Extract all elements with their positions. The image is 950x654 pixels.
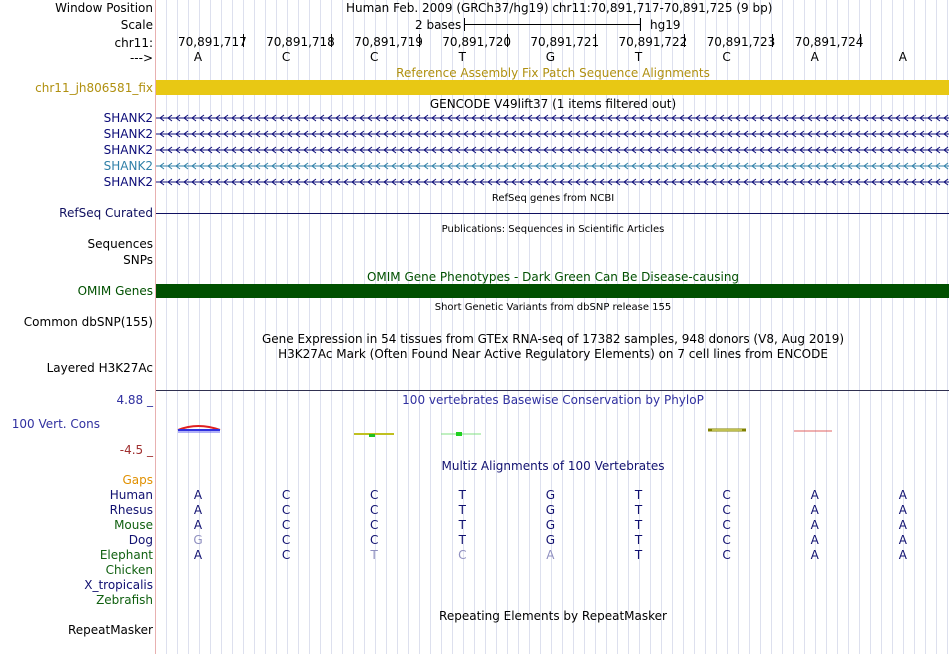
reference-base[interactable]: T xyxy=(458,50,466,64)
multiz-base: A xyxy=(810,518,819,532)
ruler-position: 70,891,719 xyxy=(354,35,423,49)
reference-base[interactable]: G xyxy=(545,50,556,64)
fix-patch-title: Reference Assembly Fix Patch Sequence Alignments xyxy=(396,66,710,80)
gencode-gene-label[interactable]: SHANK2 xyxy=(103,143,153,157)
multiz-base: C xyxy=(281,518,291,532)
scale-label: Scale xyxy=(120,18,153,32)
multiz-base: A xyxy=(193,488,203,502)
gencode-gene-feature[interactable] xyxy=(156,127,949,141)
multiz-base: C xyxy=(281,488,291,502)
multiz-base: T xyxy=(634,533,643,547)
gtex-title: Gene Expression in 54 tissues from GTEx RNA-seq of 17382 samples, 948 donors (V8, Aug 2019) xyxy=(261,332,845,346)
reference-base[interactable]: A xyxy=(193,50,203,64)
publications-sequences-label[interactable]: Sequences xyxy=(87,237,153,251)
ruler-position: 70,891,720 xyxy=(442,35,512,49)
phylop-title: 100 vertebrates Basewise Conservation by PhyloP xyxy=(402,393,704,407)
phylop-max: 4.88 _ xyxy=(116,393,153,407)
ruler-position: 70,891,721 xyxy=(530,35,600,49)
multiz-base: A xyxy=(810,503,819,517)
multiz-base: G xyxy=(545,533,556,547)
multiz-species-label[interactable]: Elephant xyxy=(99,548,153,562)
multiz-base: C xyxy=(722,518,731,532)
multiz-base: A xyxy=(193,503,203,517)
gencode-gene-label[interactable]: SHANK2 xyxy=(103,159,153,173)
multiz-base: C xyxy=(722,488,731,502)
ruler-position: 70,891,723 xyxy=(706,35,776,49)
multiz-base: C xyxy=(369,533,379,547)
multiz-base: A xyxy=(898,548,907,562)
multiz-base: A xyxy=(810,548,819,562)
repeatmasker-label[interactable]: RepeatMasker xyxy=(67,623,153,637)
phylop-graph[interactable] xyxy=(156,420,949,442)
h3k27ac-title: H3K27Ac Mark (Often Found Near Active Regulatory Elements) on 7 cell lines from ENCODE xyxy=(278,347,828,361)
multiz-base: A xyxy=(898,533,907,547)
reference-base[interactable]: C xyxy=(722,50,731,64)
multiz-base: T xyxy=(458,518,466,532)
publications-snps-label[interactable]: SNPs xyxy=(123,253,153,267)
multiz-base: A xyxy=(810,533,819,547)
fix-patch-label[interactable]: chr11_jh806581_fix xyxy=(35,81,153,95)
reference-base[interactable]: C xyxy=(281,50,291,64)
gencode-gene-feature[interactable] xyxy=(156,143,949,157)
gencode-gene-label[interactable]: SHANK2 xyxy=(103,127,153,141)
multiz-base: T xyxy=(370,548,378,562)
omim-label[interactable]: OMIM Genes xyxy=(77,284,153,298)
multiz-base: T xyxy=(634,488,643,502)
multiz-species-label[interactable]: Rhesus xyxy=(109,503,153,517)
gencode-gene-feature[interactable] xyxy=(156,111,949,125)
gaps-label[interactable]: Gaps xyxy=(122,473,153,487)
multiz-base: A xyxy=(193,548,203,562)
refseq-label[interactable]: RefSeq Curated xyxy=(59,206,153,220)
multiz-base: T xyxy=(458,533,466,547)
reference-base[interactable]: A xyxy=(810,50,819,64)
omim-title: OMIM Gene Phenotypes - Dark Green Can Be Disease-causing xyxy=(366,270,740,284)
multiz-base: A xyxy=(810,488,819,502)
multiz-base: C xyxy=(458,548,467,562)
multiz-base: A xyxy=(193,518,203,532)
multiz-base: C xyxy=(281,548,291,562)
gencode-gene-feature[interactable] xyxy=(156,159,949,173)
publications-title: Publications: Sequences in Scientific Articles xyxy=(441,224,665,235)
reference-base[interactable]: C xyxy=(369,50,379,64)
multiz-base: C xyxy=(369,488,379,502)
h3k27ac-baseline xyxy=(156,390,949,391)
multiz-base: A xyxy=(546,548,555,562)
chrom-label: chr11: xyxy=(114,36,153,50)
multiz-species-label[interactable]: X_tropicalis xyxy=(84,578,153,592)
multiz-base: G xyxy=(545,488,556,502)
reference-base[interactable]: A xyxy=(898,50,907,64)
multiz-species-label[interactable]: Dog xyxy=(128,533,153,547)
dbsnp-title: Short Genetic Variants from dbSNP release 155 xyxy=(434,302,672,313)
dbsnp-label[interactable]: Common dbSNP(155) xyxy=(23,315,153,329)
multiz-species-label[interactable]: Human xyxy=(109,488,153,502)
gencode-gene-label[interactable]: SHANK2 xyxy=(103,111,153,125)
scale-text: 2 bases xyxy=(415,18,462,32)
multiz-species-label[interactable]: Zebrafish xyxy=(96,593,153,607)
reference-base[interactable]: T xyxy=(634,50,643,64)
fix-patch-bar[interactable] xyxy=(156,80,949,95)
phylop-min: -4.5 _ xyxy=(119,443,153,457)
multiz-base: A xyxy=(898,488,907,502)
multiz-title: Multiz Alignments of 100 Vertebrates xyxy=(441,459,665,473)
multiz-base: G xyxy=(545,518,556,532)
multiz-base: G xyxy=(545,503,556,517)
multiz-base: C xyxy=(281,503,291,517)
ruler-position: 70,891,718 xyxy=(266,35,335,49)
omim-bar[interactable] xyxy=(156,284,949,298)
h3k27ac-label[interactable]: Layered H3K27Ac xyxy=(46,361,153,375)
phylop-label[interactable]: 100 Vert. Cons xyxy=(11,417,100,431)
gencode-gene-label[interactable]: SHANK2 xyxy=(103,175,153,189)
strand-label: ---> xyxy=(129,51,153,65)
repeatmasker-title: Repeating Elements by RepeatMasker xyxy=(439,609,667,623)
multiz-base: C xyxy=(281,533,291,547)
multiz-base: A xyxy=(898,503,907,517)
refseq-title: RefSeq genes from NCBI xyxy=(491,193,615,204)
multiz-base: T xyxy=(634,503,643,517)
scale-db: hg19 xyxy=(650,18,681,32)
ruler-position: 70,891,724 xyxy=(794,35,864,49)
multiz-base: C xyxy=(369,518,379,532)
multiz-base: T xyxy=(458,488,466,502)
multiz-base: T xyxy=(458,503,466,517)
multiz-base: T xyxy=(634,548,643,562)
multiz-base: T xyxy=(634,518,643,532)
multiz-base: G xyxy=(193,533,203,547)
multiz-base: A xyxy=(898,518,907,532)
multiz-base: C xyxy=(722,548,731,562)
gencode-title: GENCODE V49lift37 (1 items filtered out) xyxy=(429,97,677,111)
multiz-species-label[interactable]: Mouse xyxy=(114,518,153,532)
gencode-gene-feature[interactable] xyxy=(156,175,949,189)
multiz-base: C xyxy=(369,503,379,517)
refseq-gene-line[interactable] xyxy=(156,213,949,214)
window-position-label: Window Position xyxy=(55,1,153,15)
multiz-species-label[interactable]: Chicken xyxy=(105,563,153,577)
window-position-value: Human Feb. 2009 (GRCh37/hg19) chr11:70,891,717-70,891,725 (9 bp) xyxy=(346,1,773,15)
multiz-base: C xyxy=(722,533,731,547)
ruler-position: 70,891,722 xyxy=(618,35,688,49)
multiz-base: C xyxy=(722,503,731,517)
scale-bar xyxy=(464,18,641,32)
ruler-position: 70,891,717 xyxy=(178,35,247,49)
